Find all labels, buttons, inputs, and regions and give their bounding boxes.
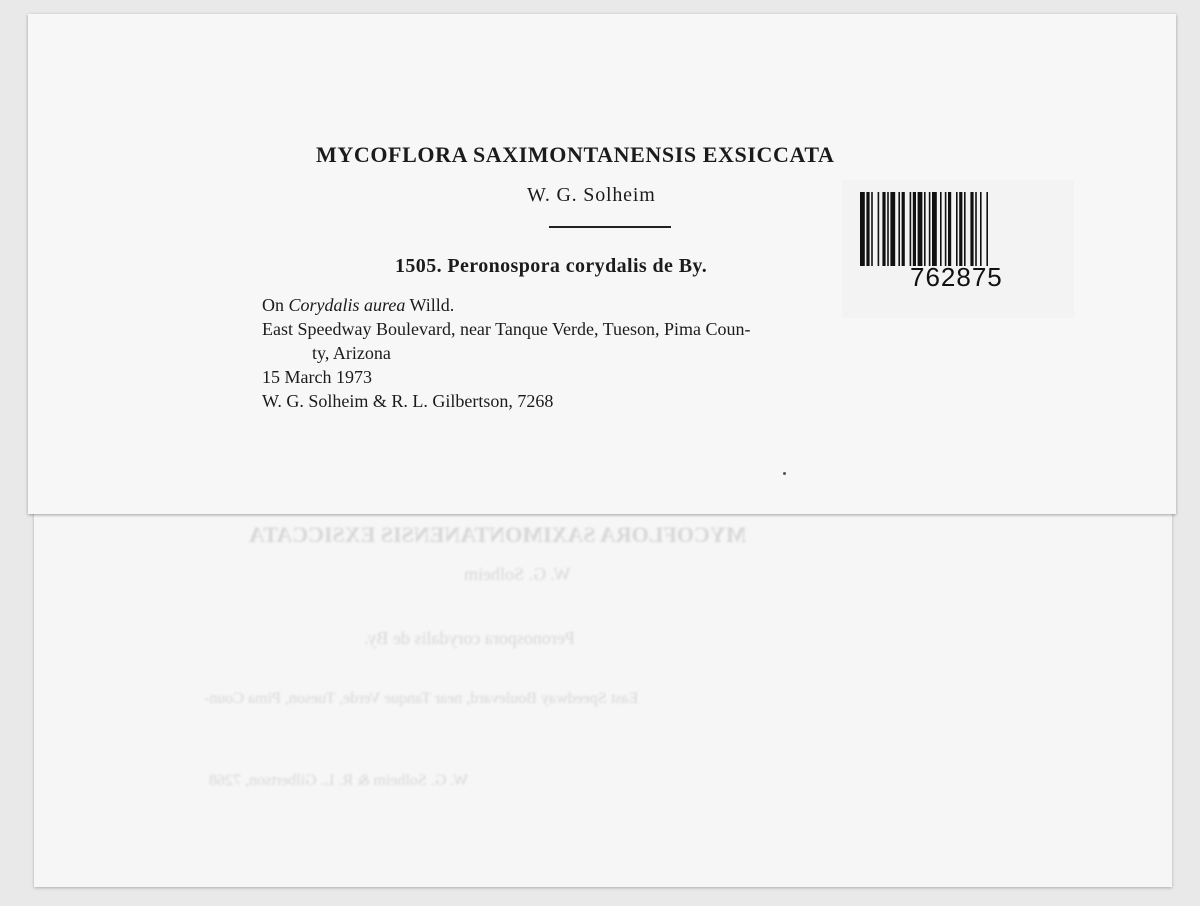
host-species: Corydalis aurea	[288, 295, 406, 315]
collection-date: 15 March 1973	[262, 367, 372, 387]
locality-line-2: ty, Arizona	[312, 343, 391, 363]
barcode-label	[842, 180, 1074, 318]
title-divider	[549, 226, 671, 228]
host-author: Willd.	[405, 295, 455, 315]
packet-back-panel	[34, 492, 1172, 887]
collector-name: W. G. Solheim	[527, 184, 656, 206]
collectors-line: W. G. Solheim & R. L. Gilbertson, 7268	[262, 391, 554, 411]
specimen-number: 1505.	[395, 255, 442, 277]
show-through-title: MYCOFLORA SAXIMONTANENSIS EXSICCATA	[249, 522, 747, 547]
barcode-graphic	[860, 192, 1058, 266]
specimen-details	[262, 293, 751, 413]
collection-title: MYCOFLORA SAXIMONTANENSIS EXSICCATA	[316, 142, 835, 167]
specimen-title	[395, 255, 707, 278]
specimen-name: Peronospora corydalis de By.	[447, 255, 708, 277]
show-through-specimen: Peronospora corydalis de By.	[364, 628, 575, 648]
host-prefix: On	[262, 295, 289, 315]
host-line	[262, 293, 751, 317]
show-through-collectors: W. G. Solheim & R. L. Gilbertson, 7268	[209, 772, 468, 789]
locality-line-1: East Speedway Boulevard, near Tanque Verde, Tueson, Pima Coun-	[262, 319, 751, 339]
show-through-collector: W. G. Solheim	[464, 564, 571, 584]
paper-speck	[783, 472, 786, 475]
barcode-number: 762875	[910, 262, 1003, 292]
show-through-locality: East Speedway Boulevard, near Tanque Verde, Tueson, Pima Coun-	[204, 690, 639, 707]
